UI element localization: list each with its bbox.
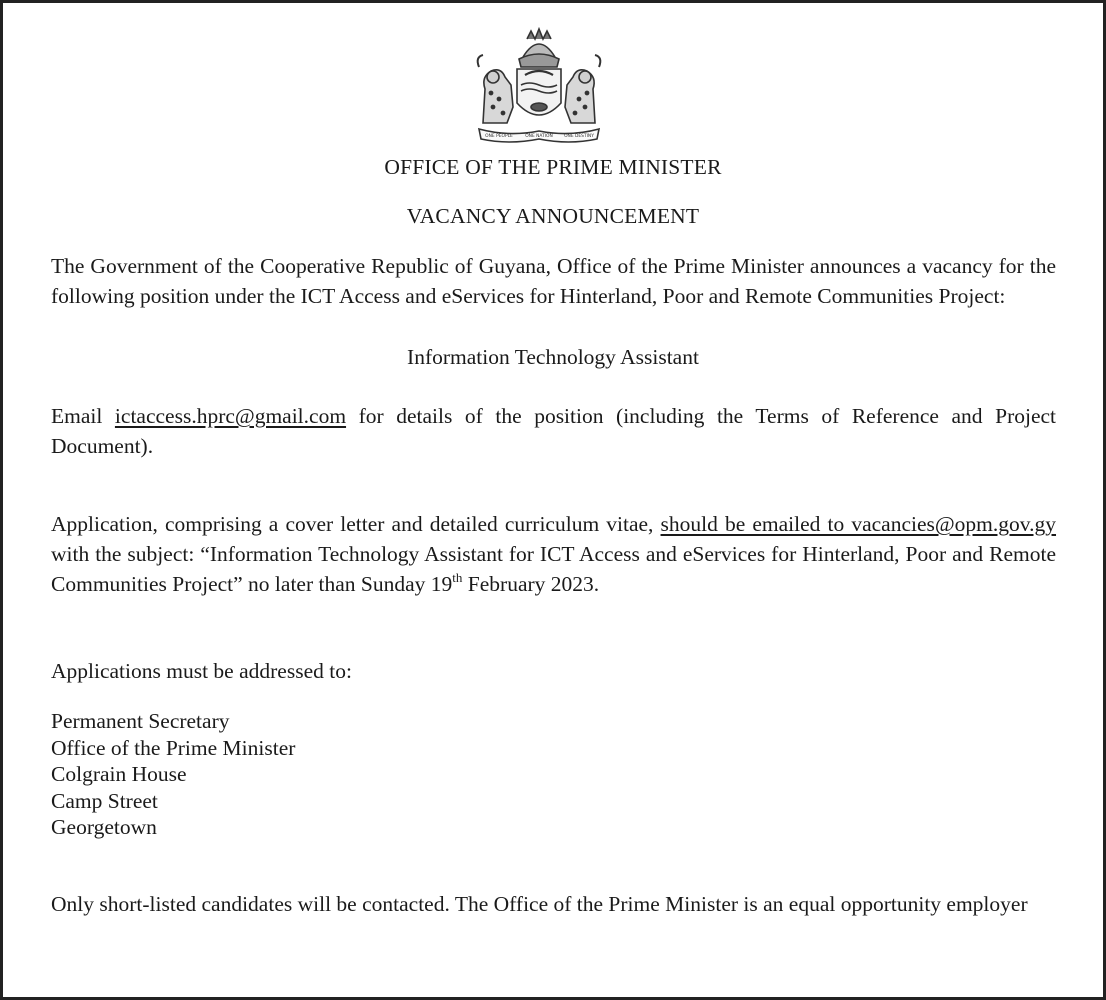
details-suffix: for details of the position (including the Terms of Reference and Project Document). xyxy=(51,404,1057,458)
announcement-title: VACANCY ANNOUNCEMENT xyxy=(406,204,700,228)
application-paragraph xyxy=(51,509,1056,599)
date-ordinal: th xyxy=(452,570,463,585)
addressed-to-line: Applications must be addressed to: xyxy=(51,659,352,683)
application-email-link[interactable]: should be emailed to vacancies@opm.gov.gy xyxy=(660,512,1057,536)
application-deadline: February 2023. xyxy=(467,572,600,596)
address-line: Permanent Secretary xyxy=(51,709,230,733)
mailing-address xyxy=(51,708,295,841)
closing-paragraph: Only short-listed candidates will be contacted. The Office of the Prime Minister is an equal opportunity employer xyxy=(51,892,1028,916)
application-subject: with the subject: “Information Technology Assistant for ICT Access and eServices for Hinterland, Poor and Remote Communities Project” no later than Sunday 19 xyxy=(51,542,1056,596)
motto-text: ONE NATION xyxy=(525,134,553,139)
motto-text: ONE DESTINY xyxy=(564,134,594,139)
office-heading: OFFICE OF THE PRIME MINISTER xyxy=(384,155,722,179)
address-line: Camp Street xyxy=(51,788,158,813)
address-line: Colgrain House xyxy=(51,762,187,786)
application-text: Application, comprising a cover letter and detailed curriculum vitae, xyxy=(51,512,654,536)
address-line: Office of the Prime Minister xyxy=(51,735,296,760)
intro-paragraph: The Government of the Cooperative Republic of Guyana, Office of the Prime Minister announces a vacancy for the following position under the ICT Access and eServices for Hinterland, Poor and Remote Communities Project: xyxy=(51,254,1056,308)
details-email-link[interactable]: ictaccess.hprc@gmail.com xyxy=(114,404,347,428)
details-prefix: Email xyxy=(51,404,103,428)
details-paragraph xyxy=(51,401,1056,461)
guyana-coat-of-arms-icon xyxy=(471,27,607,145)
motto-text: ONE PEOPLE xyxy=(485,134,513,139)
address-line: Georgetown xyxy=(51,815,157,839)
position-title: Information Technology Assistant xyxy=(407,345,699,369)
